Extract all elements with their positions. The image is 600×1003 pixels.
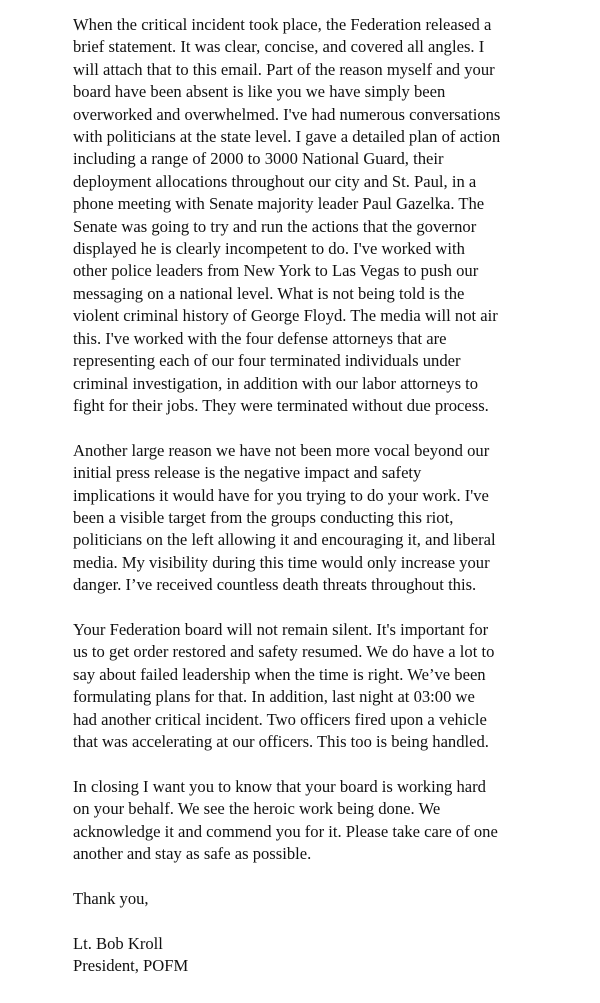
text-line: another and stay as safe as possible.: [73, 843, 312, 863]
paragraph-1: [73, 14, 585, 417]
text-line: Your Federation board will not remain silent. It's important for: [73, 619, 489, 639]
text-line: board have been absent is like you we have simply been: [73, 82, 446, 102]
text-line: acknowledge it and commend you for it. Please take care of one: [73, 821, 498, 841]
letter-document: [73, 14, 585, 1000]
text-line: messaging on a national level. What is not being told is the: [73, 283, 465, 303]
text-line: initial press release is the negative impact and safety: [73, 463, 422, 483]
closing: [73, 888, 585, 910]
text-line: will attach that to this email. Part of the reason myself and your: [73, 59, 495, 79]
text-line: implications it would have for you trying to do your work. I've: [73, 485, 489, 505]
text-line: fight for their jobs. They were terminated without due process.: [73, 395, 489, 415]
paragraph-4: [73, 776, 585, 866]
closing-text: Thank you,: [73, 888, 149, 908]
text-line: this. I've worked with the four defense attorneys that are: [73, 328, 447, 348]
text-line: politicians on the left allowing it and encouraging it, and liberal: [73, 530, 496, 550]
text-line: had another critical incident. Two officers fired upon a vehicle: [73, 709, 487, 729]
text-line: Senate was going to try and run the actions that the governor: [73, 216, 477, 236]
text-line: representing each of our four terminated individuals under: [73, 351, 461, 371]
text-line: violent criminal history of George Floyd. The media will not air: [73, 306, 498, 326]
text-line: overworked and overwhelmed. I've had numerous conversations: [73, 104, 501, 124]
text-line: say about failed leadership when the time is right. We’ve been: [73, 664, 486, 684]
text-line: other police leaders from New York to Las Vegas to push our: [73, 261, 479, 281]
paragraph-2: [73, 440, 585, 597]
text-line: brief statement. It was clear, concise, and covered all angles. I: [73, 37, 485, 57]
text-line: with politicians at the state level. I gave a detailed plan of action: [73, 127, 501, 147]
text-line: including a range of 2000 to 3000 National Guard, their: [73, 149, 444, 169]
text-line: that was accelerating at our officers. This too is being handled.: [73, 731, 489, 751]
text-line: been a visible target from the groups conducting this riot,: [73, 507, 454, 527]
text-line: danger. I’ve received countless death threats throughout this.: [73, 575, 477, 595]
text-line: When the critical incident took place, the Federation released a: [73, 15, 492, 34]
text-line: Another large reason we have not been more vocal beyond our: [73, 440, 490, 460]
text-line: displayed he is clearly incompetent to do. I've worked with: [73, 239, 465, 259]
text-line: In closing I want you to know that your board is working hard: [73, 776, 486, 796]
text-line: criminal investigation, in addition with our labor attorneys to: [73, 373, 479, 393]
paragraph-3: [73, 619, 585, 753]
signature-block: [73, 933, 585, 978]
text-line: on your behalf. We see the heroic work being done. We: [73, 799, 441, 819]
text-line: media. My visibility during this time would only increase your: [73, 552, 490, 572]
text-line: formulating plans for that. In addition, last night at 03:00 we: [73, 687, 475, 707]
text-line: deployment allocations throughout our city and St. Paul, in a: [73, 171, 477, 191]
text-line: phone meeting with Senate majority leader Paul Gazelka. The: [73, 194, 485, 214]
text-line: us to get order restored and safety resumed. We do have a lot to: [73, 642, 495, 662]
signature-title: President, POFM: [73, 955, 189, 975]
signature-name: Lt. Bob Kroll: [73, 933, 163, 953]
